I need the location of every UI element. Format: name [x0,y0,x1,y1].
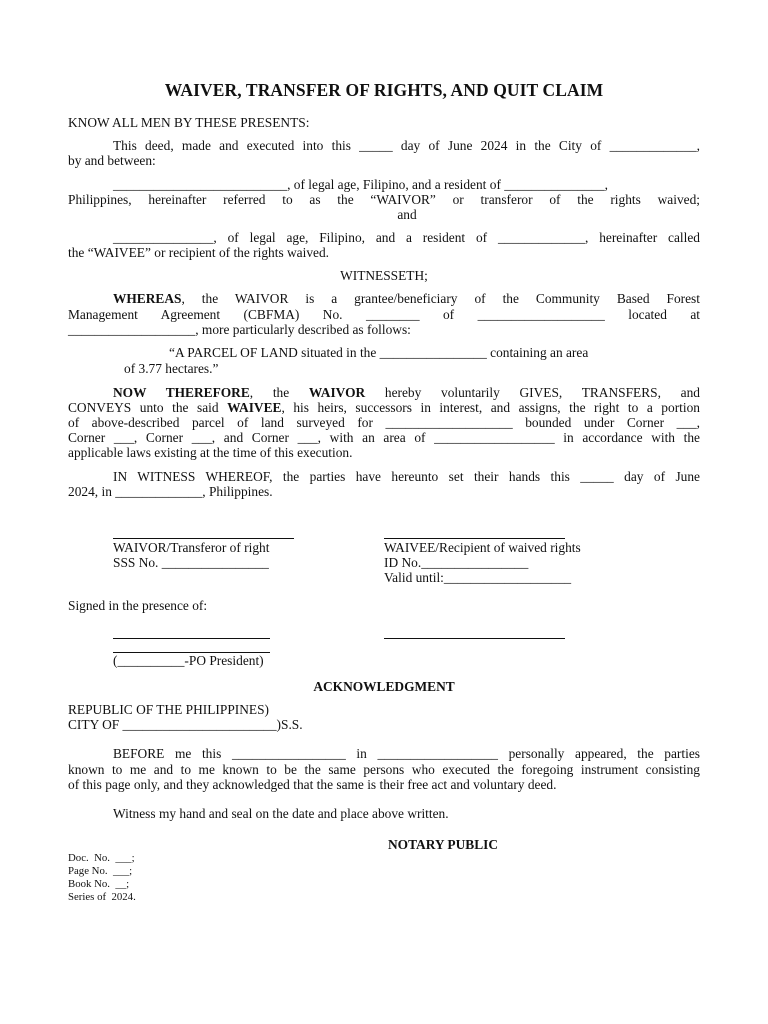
whereas-text: , the WAIVOR is a grantee/beneficiary of the Community Based Forest [181,291,700,306]
whereas-line-3: ___________________, more particularly described as follows: [68,322,411,337]
now-therefore-text-a: , the [249,385,309,400]
witness-hand-line: Witness my hand and seal on the date and place above written. [113,806,449,821]
waivor-name-blank [113,177,608,193]
waivor-name-underline: __________________________ [113,177,288,192]
city-line: CITY OF _______________________)S.S. [68,717,303,732]
heirs-text: , his heirs, successors in interest, and assigns, the right to a portion [281,400,700,415]
whereas-keyword: WHEREAS [113,291,182,306]
whereas-line-2: Management Agreement (CBFMA) No. ________ of ___________________ located at [68,307,700,322]
po-president-label: (__________-PO President) [113,653,264,668]
waivee-valid-until: Valid until:___________________ [384,570,572,585]
parcel-line-1: “A PARCEL OF LAND situated in the ________________ containing an area [169,345,589,360]
whereas-line-1 [113,291,700,307]
waivor-label: WAIVOR/Transferor of right [113,540,270,555]
now-therefore-line-4: Corner ___, Corner ___, and Corner ___, with an area of __________________ in accordance with the [68,430,700,445]
now-therefore-line-2 [68,400,700,416]
intro-line: KNOW ALL MEN BY THESE PRESENTS: [68,115,310,130]
waivor-sss: SSS No. ________________ [113,555,269,570]
parcel-line-2: of 3.77 hectares.” [124,361,219,376]
witnesseth-heading: WITNESSETH; [340,268,428,283]
now-therefore-line-3: of above-described parcel of land surveyed for ___________________ bounded under Corner ___, [68,415,700,430]
and-connector: and [397,207,417,222]
now-therefore-text-b: hereby voluntarily GIVES, TRANSFERS, and [365,385,700,400]
now-therefore-line-5: applicable laws existing at the time of this execution. [68,445,353,460]
waivee-line-2: the “WAIVEE” or recipient of the rights waived. [68,245,330,260]
now-therefore-keyword: NOW THEREFORE [113,385,250,400]
waivor-signature-line [113,538,294,539]
deed-line-1: This deed, made and executed into this _____ day of June 2024 in the City of _____________, [113,138,700,153]
in-witness-line-2: 2024, in _____________, Philippines. [68,484,273,499]
deed-line-2: by and between: [68,153,156,168]
witness-1-signature-line [113,638,270,639]
book-no: Book No. __; [68,878,130,890]
waivee-keyword: WAIVEE [227,400,282,415]
republic-line: REPUBLIC OF THE PHILIPPINES) [68,702,270,717]
waivor-residence-text: , of legal age, Filipino, and a resident of _______________, [287,177,609,192]
before-me-line-3: of this page only, and they acknowledged that the same is their free act and voluntary deed. [68,777,557,792]
series-of: Series of 2024. [68,891,136,903]
waivee-label: WAIVEE/Recipient of waived rights [384,540,581,555]
waivee-line-1: _______________, of legal age, Filipino, and a resident of _____________, hereinafter called [113,230,700,245]
notary-public-heading: NOTARY PUBLIC [388,837,499,852]
waivee-id: ID No.________________ [384,555,529,570]
before-me-line-2: known to me and to me known to be the same persons who executed the foregoing instrument consisting [68,762,700,777]
waivee-signature-line [384,538,565,539]
waivor-keyword: WAIVOR [308,385,366,400]
presence-label: Signed in the presence of: [68,598,208,613]
page-no: Page No. ___; [68,865,133,877]
in-witness-line-1: IN WITNESS WHEREOF, the parties have hereunto set their hands this _____ day of June [113,469,700,484]
witness-2-signature-line [384,638,565,639]
before-me-line-1: BEFORE me this _________________ in __________________ personally appeared, the parties [113,746,700,761]
doc-no: Doc. No. ___; [68,852,135,864]
document-title: WAIVER, TRANSFER OF RIGHTS, AND QUIT CLAIM [164,80,604,100]
acknowledgment-heading: ACKNOWLEDGMENT [313,679,455,694]
now-therefore-line-1 [113,385,700,401]
conveys-text: CONVEYS unto the said [68,400,228,415]
waivor-description-line: Philippines, hereinafter referred to as the “WAIVOR” or transferor of the rights waived; [68,192,700,207]
